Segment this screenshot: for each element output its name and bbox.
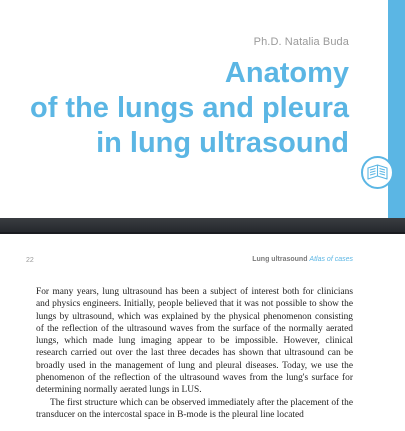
- book-illustration-icon: [361, 156, 394, 189]
- chapter-title-line-3: in lung ultrasound: [96, 127, 349, 159]
- author-name: Ph.D. Natalia Buda: [253, 36, 349, 48]
- running-head-subtitle: Atlas of cases: [309, 256, 353, 263]
- paragraph-1: For many years, lung ultrasound has been a subject of interest both for clinicians and physics engineers. Initially, people believed that it was not possible to show the lungs by ultrasound, which was explained by the physical phenomenon consisting of the reflection of the ultrasound waves from the surface of the normally aerated lungs, which made lung imaging appear to be impossible. However, clinical research carried out over the last three decades has shown that ultrasound can be broadly used in the management of lung and pleural diseases. Today, we use the phenomenon of the reflection of the ultrasound waves from the lung's surface for determining normally aerated lungs in LUS.: [36, 287, 353, 396]
- chapter-title: [30, 56, 349, 161]
- chapter-title-line-1: Anatomy: [224, 57, 349, 89]
- running-head-title: Lung ultrasound: [252, 256, 308, 263]
- running-head: [252, 256, 353, 263]
- paragraph-2: The first structure which can be observed immediately after the placement of the transducer on the intercostal space in B-mode is the pleural line located: [36, 397, 353, 420]
- chapter-title-line-2: of the lungs and pleura: [29, 92, 349, 124]
- body-text: [36, 286, 353, 421]
- page-number: 22: [26, 257, 34, 264]
- bottom-page: [0, 234, 405, 431]
